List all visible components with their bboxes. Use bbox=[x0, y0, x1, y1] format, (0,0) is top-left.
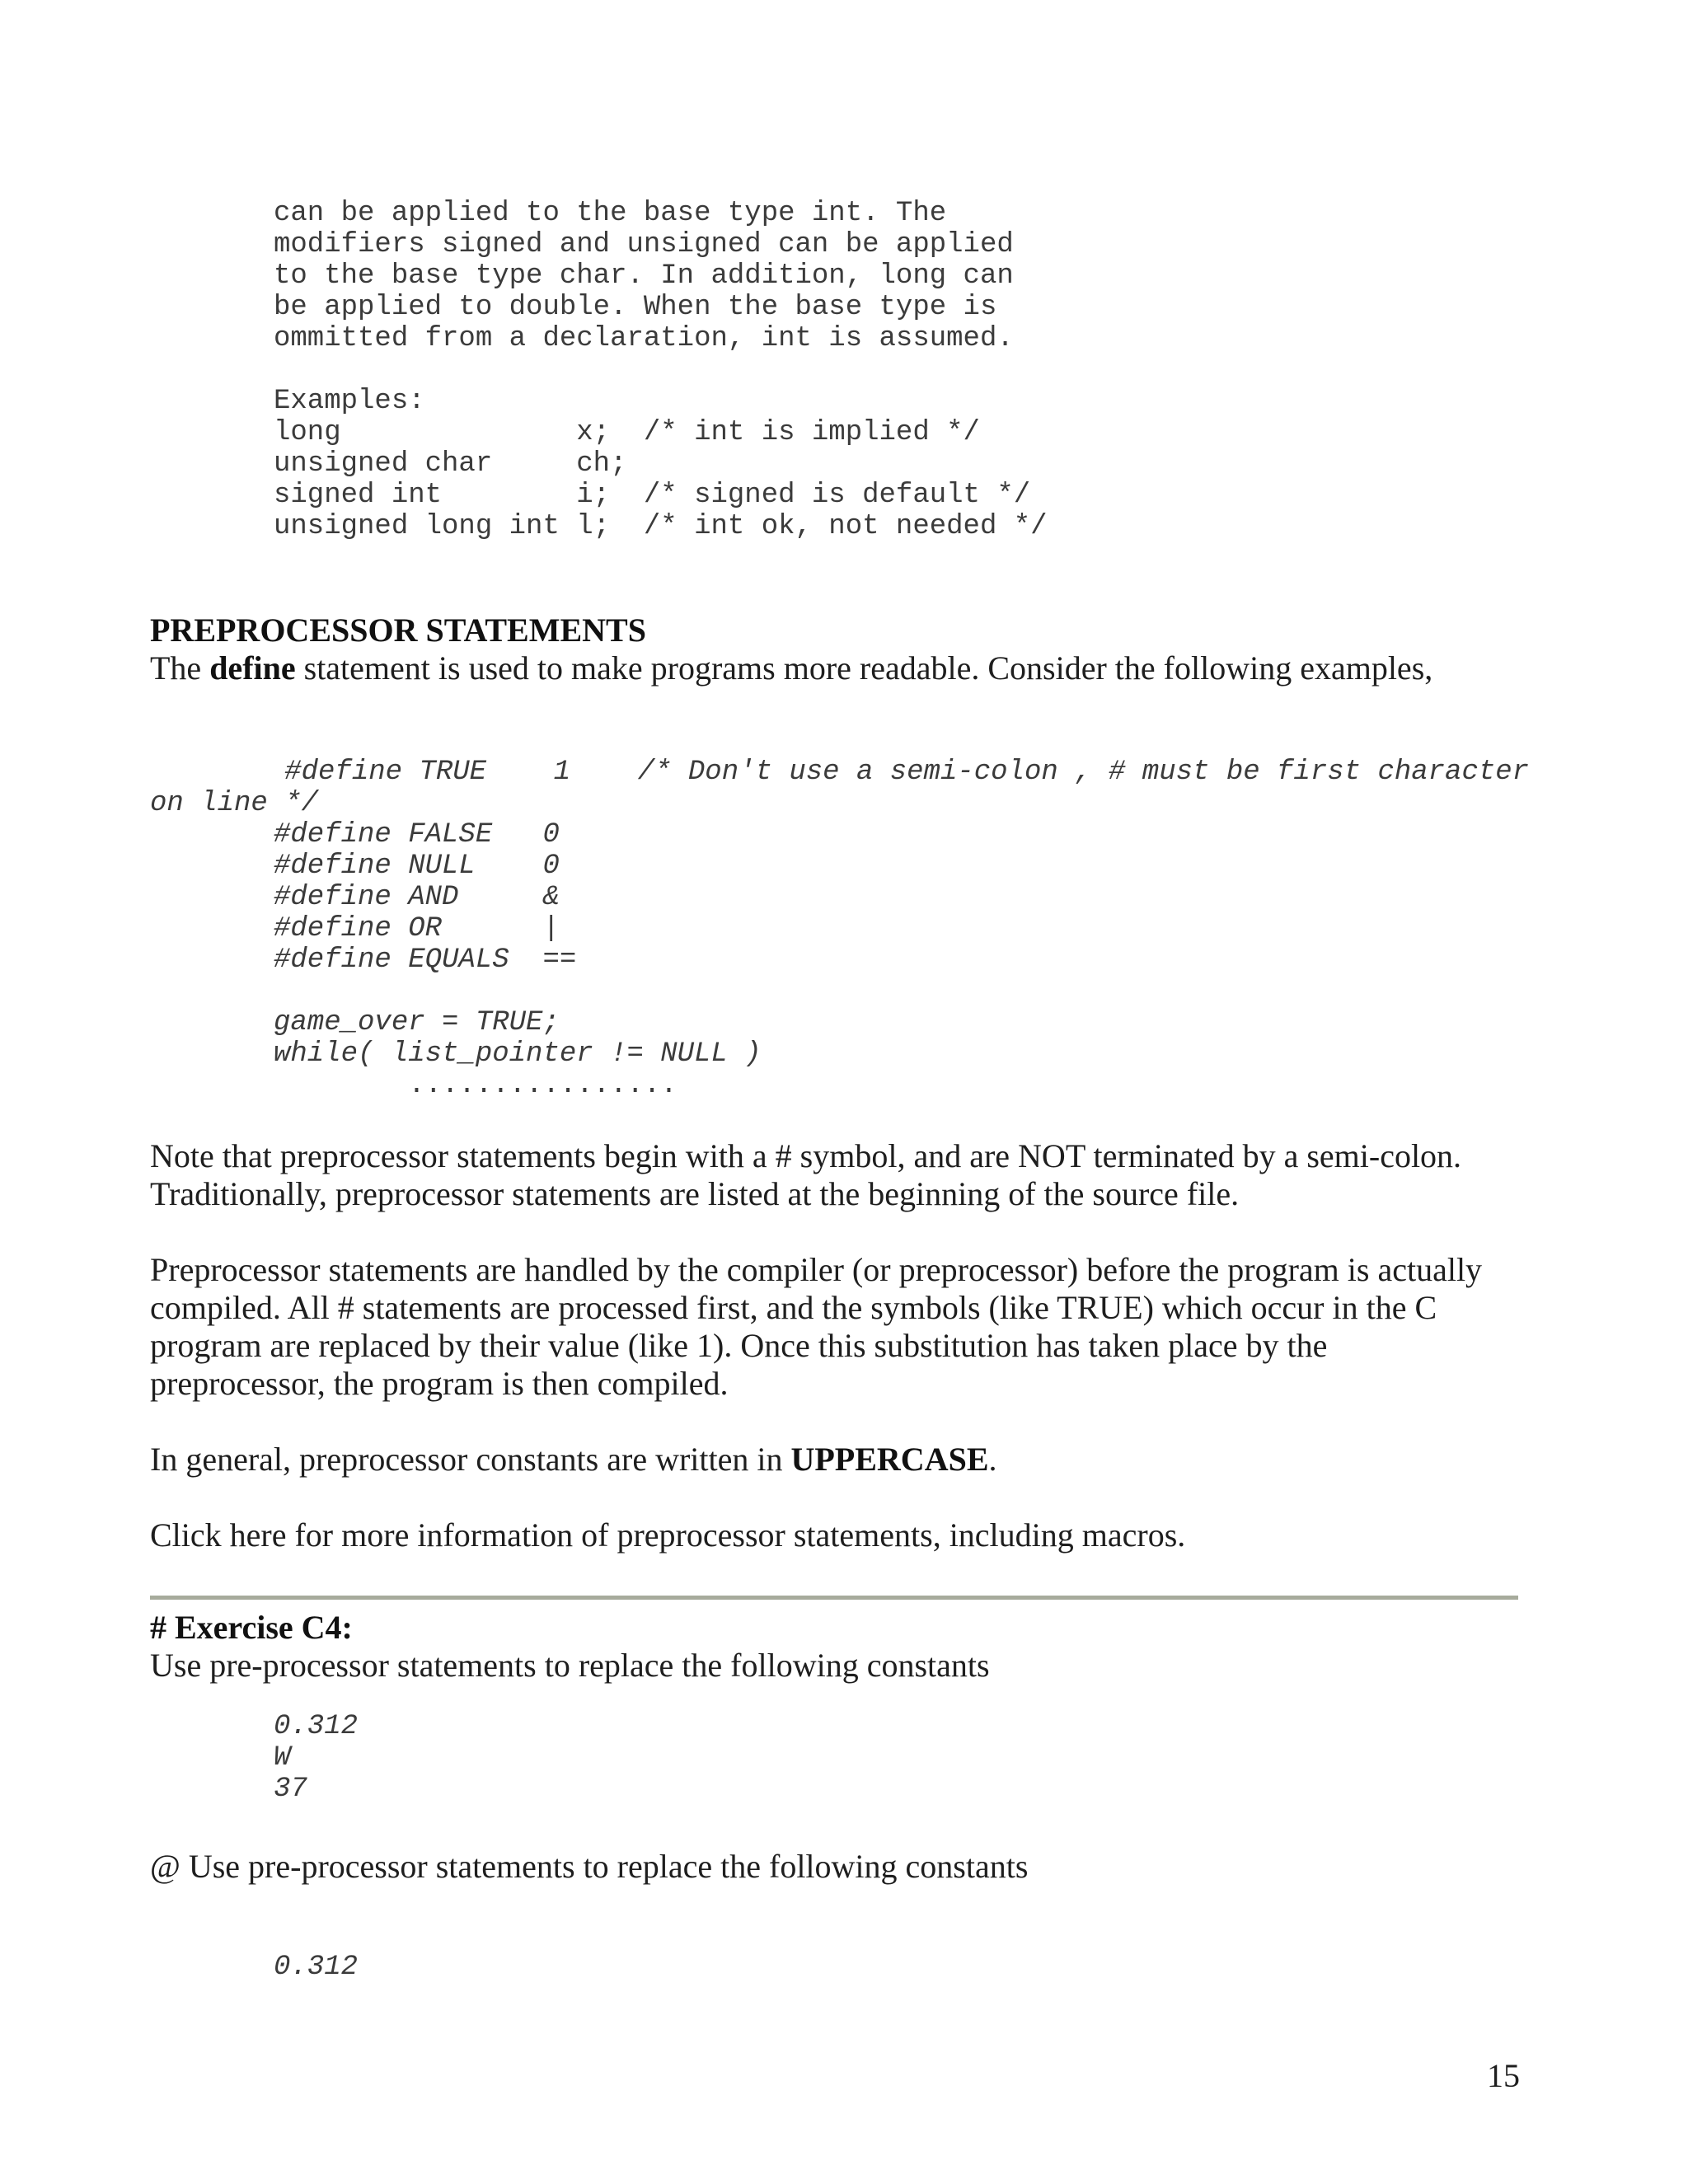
horizontal-rule bbox=[150, 1596, 1518, 1600]
uppercase-paragraph bbox=[150, 1441, 997, 1479]
code-line: unsigned char ch; bbox=[274, 448, 627, 480]
code-line: can be applied to the base type int. The bbox=[274, 198, 947, 229]
code-line: #define TRUE 1 /* Don't use a semi-colon , # must be first character bbox=[150, 757, 1530, 788]
page-number: 15 bbox=[1487, 2057, 1520, 2094]
code-line: #define FALSE 0 bbox=[274, 819, 560, 851]
paragraph-line: preprocessor, the program is then compiled. bbox=[150, 1365, 729, 1402]
paragraph-text: . bbox=[988, 1441, 997, 1478]
code-line: ommitted from a declaration, int is assumed. bbox=[274, 323, 1014, 354]
note-paragraph bbox=[150, 1137, 1461, 1213]
intro-code-block bbox=[274, 198, 1048, 542]
define-code-block bbox=[150, 757, 1529, 819]
handled-paragraph bbox=[150, 1251, 1482, 1403]
code-line: #define AND & bbox=[274, 882, 560, 913]
paragraph-line: Traditionally, preprocessor statements are listed at the beginning of the source file. bbox=[150, 1175, 1240, 1212]
uppercase-bold-word: UPPERCASE bbox=[790, 1441, 989, 1478]
paragraph-line: Note that preprocessor statements begin with a # symbol, and are NOT terminated by a semi-colon. bbox=[150, 1137, 1462, 1174]
code-line: be applied to double. When the base type is bbox=[274, 292, 997, 323]
code-line bbox=[274, 976, 762, 1007]
constant-value: 37 bbox=[274, 1774, 307, 1805]
code-line: signed int i; /* signed is default */ bbox=[274, 480, 1031, 511]
paragraph-line: compiled. All # statements are processed first, and the symbols (like TRUE) which occur in the C bbox=[150, 1289, 1437, 1326]
intro-bold-keyword: define bbox=[209, 649, 296, 687]
code-line: Examples: bbox=[274, 386, 425, 417]
code-line: modifiers signed and unsigned can be applied bbox=[274, 229, 1014, 260]
constant-value: W bbox=[274, 1742, 291, 1774]
define-code-block-continued bbox=[274, 819, 762, 1101]
intro-text: statement is used to make programs more readable. Consider the following examples, bbox=[295, 649, 1433, 687]
exercise-heading: # Exercise C4: bbox=[150, 1609, 353, 1646]
code-line: #define OR | bbox=[274, 913, 560, 944]
paragraph-text: In general, preprocessor constants are written in bbox=[150, 1441, 791, 1478]
constant-value: 0.312 bbox=[274, 1952, 359, 1983]
section-intro bbox=[150, 649, 1432, 687]
code-line: unsigned long int l; /* int ok, not needed */ bbox=[274, 511, 1048, 542]
code-line: to the base type char. In addition, long can bbox=[274, 260, 1014, 292]
code-line: ................ bbox=[274, 1070, 678, 1101]
code-line: #define NULL 0 bbox=[274, 851, 560, 882]
code-line: while( list_pointer != NULL ) bbox=[274, 1038, 762, 1070]
answer-constants bbox=[274, 1952, 358, 1983]
code-line bbox=[274, 354, 1048, 386]
constant-value: 0.312 bbox=[274, 1711, 359, 1742]
paragraph-line: Preprocessor statements are handled by the compiler (or preprocessor) before the program is actually bbox=[150, 1251, 1483, 1288]
answer-instruction: @ Use pre-processor statements to replace the following constants bbox=[150, 1848, 1029, 1885]
intro-text: The bbox=[150, 649, 210, 687]
click-here-paragraph: Click here for more information of preprocessor statements, including macros. bbox=[150, 1516, 1186, 1554]
code-line: long x; /* int is implied */ bbox=[274, 417, 980, 448]
exercise-instruction: Use pre-processor statements to replace the following constants bbox=[150, 1647, 990, 1684]
exercise-constants bbox=[274, 1711, 358, 1805]
code-line: game_over = TRUE; bbox=[274, 1007, 560, 1038]
code-line-wrapped: on line */ bbox=[150, 788, 319, 819]
paragraph-line: program are replaced by their value (like 1). Once this substitution has taken place by the bbox=[150, 1327, 1328, 1364]
code-line: #define EQUALS == bbox=[274, 944, 577, 976]
section-heading: PREPROCESSOR STATEMENTS bbox=[150, 612, 646, 649]
